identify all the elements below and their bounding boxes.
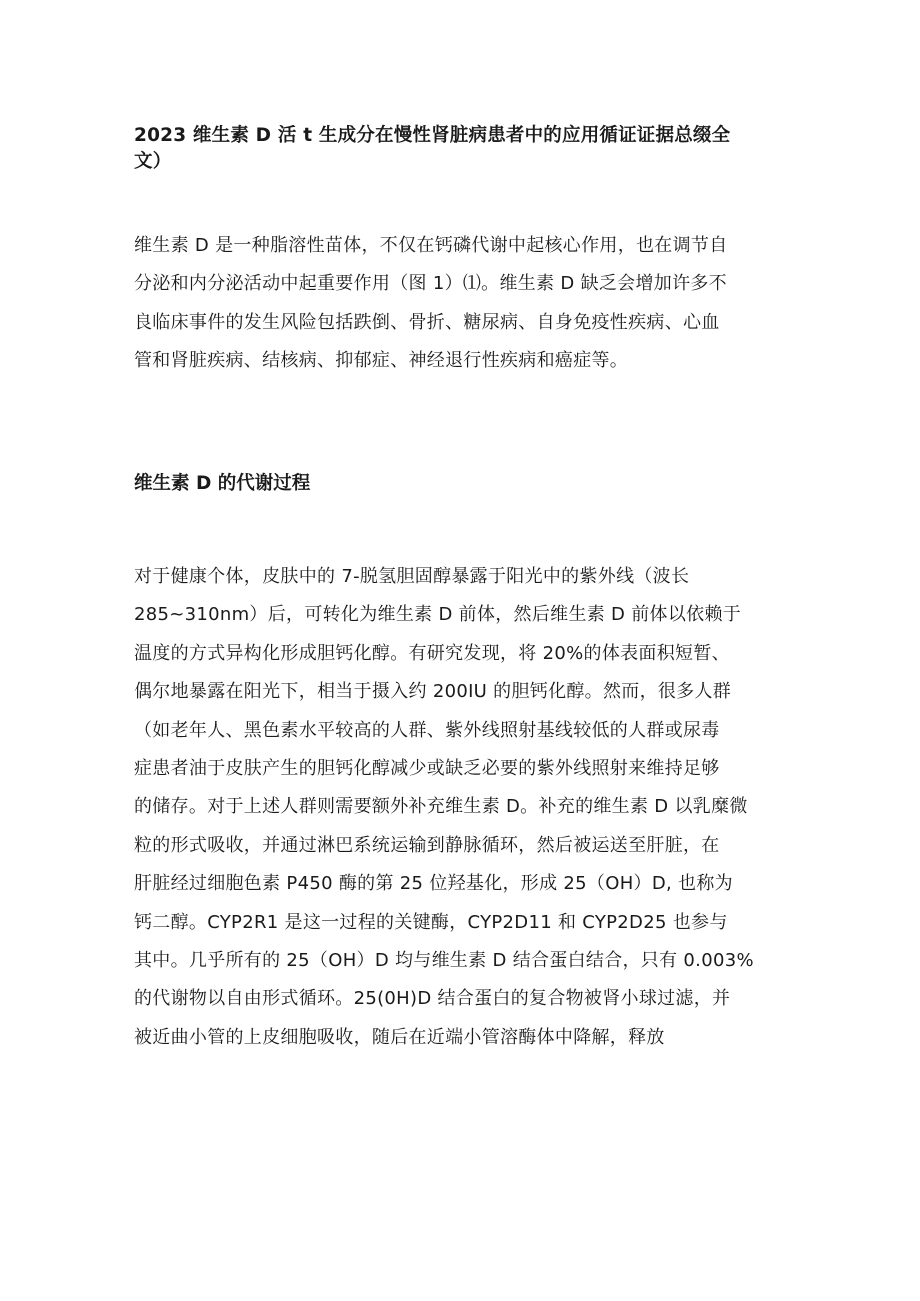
- paragraph-line: 分泌和内分泌活动中起重要作用（图 1）⑴。维生素 D 缺乏会增加许多不: [134, 273, 727, 295]
- paragraph-line: 良临床事件的发生风险包括跌倒、骨折、糖尿病、自身免疫性疾病、心血: [134, 311, 720, 333]
- paragraph-line: 温度的方式异构化形成胆钙化醇。有研究发现，将 20%的体表面积短暂、: [134, 642, 730, 664]
- paragraph-line: 钙二醇。CYP2R1 是这一过程的关键酶，CYP2D11 和 CYP2D25 也参与: [134, 911, 728, 933]
- document-title: [134, 123, 794, 175]
- paragraph-line: 维生素 D 是一种脂溶性苗体，不仅在钙磷代谢中起核心作用，也在调节自: [134, 235, 728, 256]
- paragraph-line: 被近曲小管的上皮细胞吸收，随后在近端小管溶酶体中降解，释放: [134, 1026, 665, 1048]
- paragraph-line: 285~310nm）后，可转化为维生素 D 前体，然后维生素 D 前体以依赖于: [134, 604, 742, 626]
- paragraph-line: 对于健康个体，皮肤中的 7-脱氢胆固醇暴露于阳光中的紫外线（波长: [134, 566, 690, 587]
- paragraph-line: 肝脏经过细胞色素 P450 酶的第 25 位羟基化，形成 25（OH）D, 也称为: [134, 873, 733, 895]
- paragraph-line: 管和肾脏疾病、结核病、抑郁症、神经退行性疾病和癌症等。: [134, 350, 629, 372]
- paragraph-line: 的代谢物以自由形式循环。25(0H)D 结合蛋白的复合物被肾小球过滤，并: [134, 988, 731, 1010]
- intro-paragraph: [134, 227, 804, 381]
- paragraph-line: 的储存。对于上述人群则需要额外补充维生素 D。补充的维生素 D 以乳糜微: [134, 796, 748, 818]
- paragraph-line: 症患者油于皮肤产生的胆钙化醇减少或缺乏必要的紫外线照射来维持足够: [134, 758, 720, 780]
- section-heading: 维生素 D 的代谢过程: [134, 473, 311, 494]
- paragraph-line: 偶尔地暴露在阳光下，相当于摄入约 200IU 的胆钙化醇。然而，很多人群: [134, 681, 732, 703]
- title-line: 2023 维生素 D 活 t 生成分在慢性肾脏病患者中的应用循证证据总缀全: [134, 125, 731, 146]
- paragraph-line: 粒的形式吸收，并通过淋巴系统运输到静脉循环，然后被运送至肝脏，在: [134, 834, 720, 856]
- metabolism-paragraph: [134, 558, 804, 1057]
- title-line: 文）: [134, 151, 172, 172]
- paragraph-line: 其中。几乎所有的 25（OH）D 均与维生素 D 结合蛋白结合，只有 0.003%: [134, 950, 754, 972]
- paragraph-line: （如老年人、黑色素水平较高的人群、紫外线照射基线较低的人群或尿毒: [134, 719, 720, 741]
